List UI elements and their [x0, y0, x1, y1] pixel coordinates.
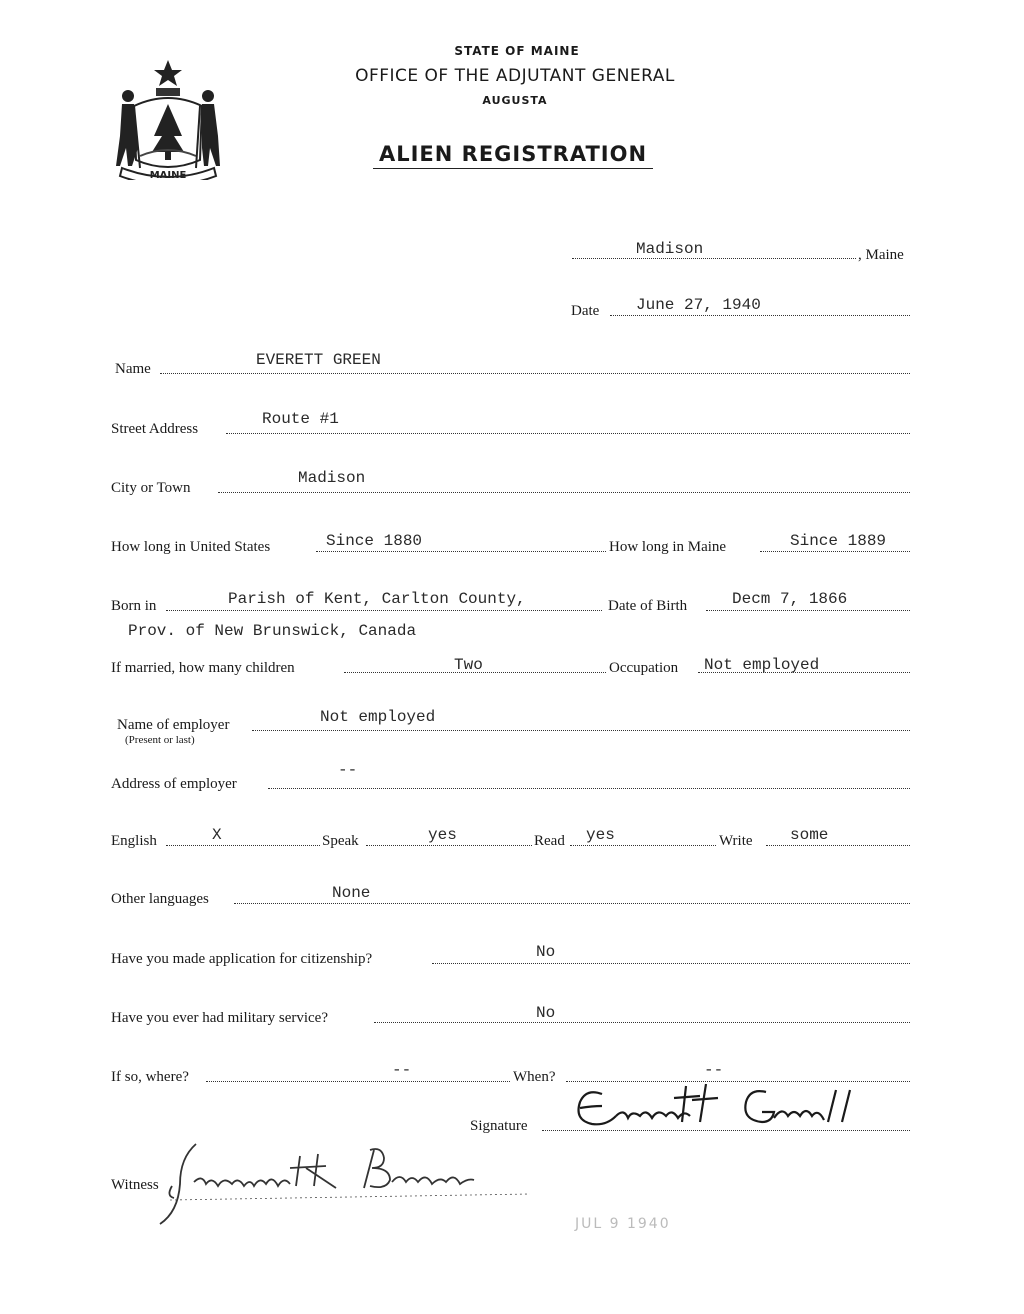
employer-name-value: Not employed	[320, 708, 436, 726]
employer-address-label: Address of employer	[111, 776, 237, 792]
born-in-value-line2: Prov. of New Brunswick, Canada	[128, 622, 417, 640]
how-long-us-label: How long in United States	[111, 539, 271, 555]
date-of-birth-label: Date of Birth	[608, 598, 688, 614]
occupation-value: Not employed	[704, 656, 820, 674]
write-value: some	[790, 826, 829, 844]
speak-value: yes	[428, 826, 457, 844]
name-value: EVERETT GREEN	[256, 351, 381, 369]
where-line	[206, 1081, 510, 1082]
read-label: Read	[534, 833, 565, 849]
employer-name-sublabel: (Present or last)	[125, 734, 195, 746]
seal-maine-text: MAINE	[149, 170, 187, 180]
date-value: June 27, 1940	[636, 296, 761, 314]
city-town-label: City or Town	[111, 480, 191, 496]
english-value: X	[212, 826, 222, 844]
military-label: Have you ever had military service?	[111, 1010, 328, 1026]
how-long-us-line	[316, 551, 606, 552]
how-long-us-value: Since 1880	[326, 532, 423, 550]
married-children-label: If married, how many children	[111, 660, 295, 676]
other-languages-line	[234, 903, 910, 904]
date-of-birth-line	[706, 610, 910, 611]
title-underline	[373, 168, 653, 169]
write-label: Write	[719, 833, 753, 849]
header-office: OFFICE OF THE ADJUTANT GENERAL	[355, 66, 675, 86]
city-town-line	[218, 492, 910, 493]
born-in-value: Parish of Kent, Carlton County,	[228, 590, 526, 608]
english-label: English	[111, 833, 157, 849]
town-line	[572, 258, 856, 259]
when-label: When?	[513, 1069, 556, 1085]
other-languages-value: None	[332, 884, 371, 902]
signature-label: Signature	[470, 1118, 528, 1134]
write-line	[766, 845, 910, 846]
citizenship-line	[432, 963, 910, 964]
born-in-line	[166, 610, 602, 611]
header-state: STATE OF MAINE	[454, 44, 580, 58]
how-long-maine-line	[760, 551, 910, 552]
header-city: AUGUSTA	[482, 94, 548, 107]
witness-signature	[150, 1138, 610, 1228]
english-line	[166, 845, 320, 846]
name-line	[160, 373, 910, 374]
citizenship-value: No	[536, 943, 556, 961]
how-long-maine-value: Since 1889	[790, 532, 887, 550]
town-value: Madison	[636, 240, 704, 258]
street-address-value: Route #1	[262, 410, 339, 428]
date-line	[610, 315, 910, 316]
speak-line	[366, 845, 532, 846]
other-languages-label: Other languages	[111, 891, 209, 907]
employer-address-line	[268, 788, 910, 789]
form-title: ALIEN REGISTRATION	[378, 142, 648, 166]
how-long-maine-label: How long in Maine	[609, 539, 727, 555]
when-value: --	[704, 1061, 724, 1079]
handwritten-signature	[566, 1080, 886, 1140]
read-line	[570, 845, 716, 846]
employer-name-line	[252, 730, 910, 731]
military-value: No	[536, 1004, 556, 1022]
read-value: yes	[586, 826, 615, 844]
witness-label: Witness	[111, 1177, 159, 1193]
date-label: Date	[571, 303, 600, 319]
name-label: Name	[115, 361, 151, 377]
born-in-label: Born in	[111, 598, 157, 614]
employer-address-value: --	[338, 761, 358, 779]
children-value: Two	[454, 656, 483, 674]
maine-label: , Maine	[858, 247, 904, 263]
military-line	[374, 1022, 910, 1023]
citizenship-label: Have you made application for citizenship?	[111, 951, 373, 967]
employer-name-label: Name of employer	[117, 717, 230, 733]
if-so-where-label: If so, where?	[111, 1069, 189, 1085]
street-address-line	[226, 433, 910, 434]
date-of-birth-value: Decm 7, 1866	[732, 590, 848, 608]
street-address-label: Street Address	[111, 421, 199, 437]
received-date-stamp: JUL 9 1940	[575, 1216, 671, 1232]
speak-label: Speak	[322, 833, 359, 849]
city-town-value: Madison	[298, 469, 366, 487]
occupation-label: Occupation	[609, 660, 679, 676]
where-value: --	[392, 1061, 412, 1079]
